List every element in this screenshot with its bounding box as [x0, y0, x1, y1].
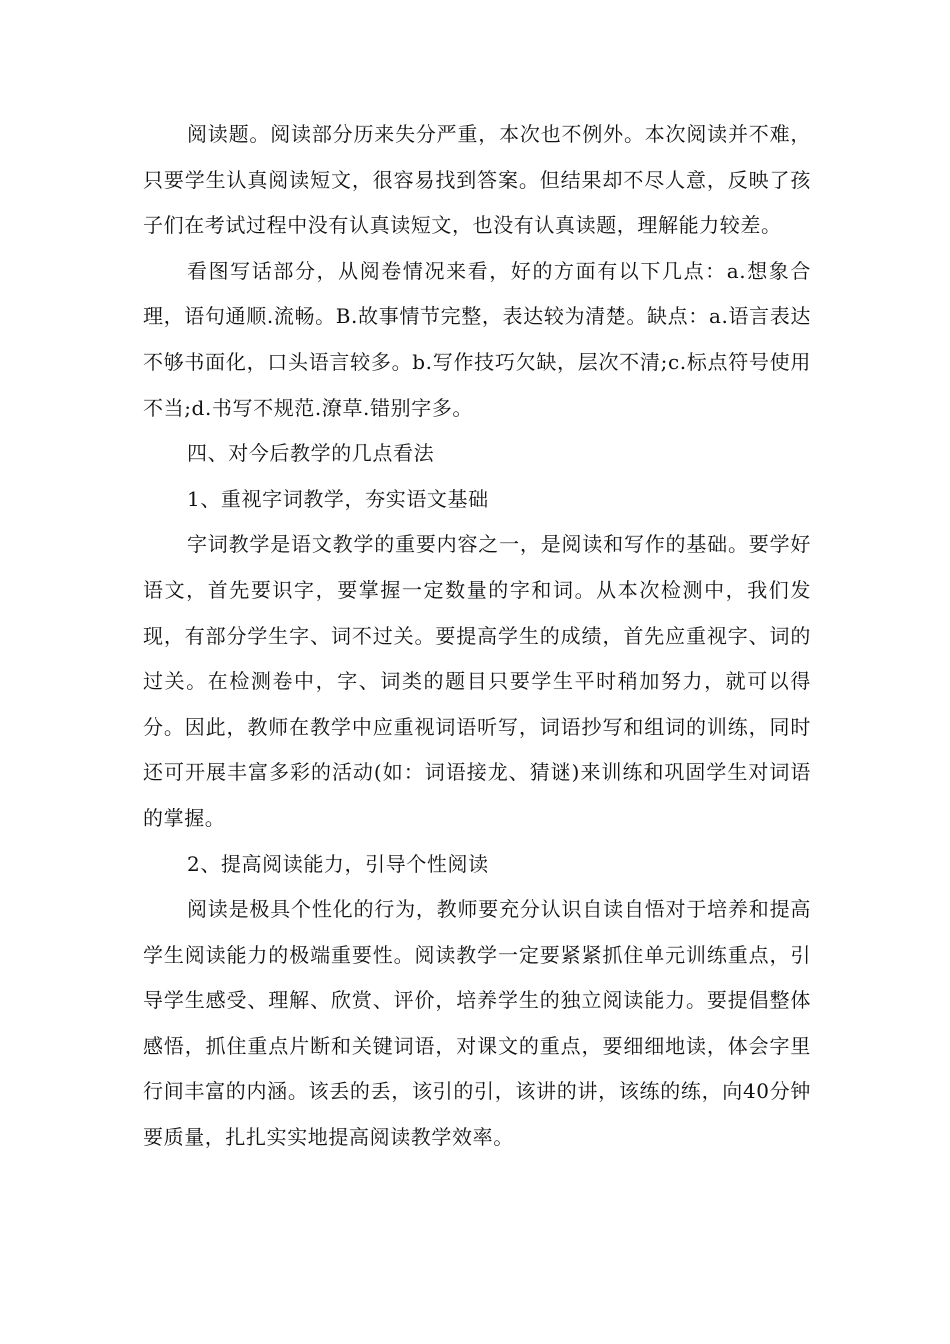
paragraph-reading-analysis: 阅读题。阅读部分历来失分严重，本次也不例外。本次阅读并不难，只要学生认真阅读短文，很容易找到答案。但结果却不尽人意，反映了孩子们在考试过程中没有认真读短文，也没有认真读题，理解能力较差。	[143, 122, 811, 238]
paragraph-vocabulary-teaching: 字词教学是语文教学的重要内容之一，是阅读和写作的基础。要学好语文，首先要识字，要掌握一定数量的字和词。从本次检测中，我们发现，有部分学生字、词不过关。要提高学生的成绩，首先应重视字、词的过关。在检测卷中，字、词类的题目只要学生平时稍加努力，就可以得分。因此，教师在教学中应重视词语听写，词语抄写和组词的训练，同时还可开展丰富多彩的活动(如：词语接龙、猜谜)来训练和巩固学生对词语的掌握。	[143, 532, 811, 830]
document-body	[143, 112, 811, 1161]
section-heading-teaching-views: 四、对今后教学的几点看法	[187, 441, 435, 466]
subheading-reading-ability: 2、提高阅读能力，引导个性阅读	[187, 851, 489, 876]
paragraph-reading-ability: 阅读是极具个性化的行为，教师要充分认识自读自悟对于培养和提高学生阅读能力的极端重要性。阅读教学一定要紧紧抓住单元训练重点，引导学生感受、理解、欣赏、评价，培养学生的独立阅读能力。要提倡整体感悟，抓住重点片断和关键词语，对课文的重点，要细细地读，体会字里行间丰富的内涵。该丢的丢，该引的引，该讲的讲，该练的练，向40分钟要质量，扎扎实实地提高阅读教学效率。	[143, 897, 811, 1150]
subheading-vocabulary-teaching: 1、重视字词教学，夯实语文基础	[187, 486, 489, 511]
paragraph-picture-writing-analysis: 看图写话部分，从阅卷情况来看，好的方面有以下几点：a.想象合理，语句通顺.流畅。B.故事情节完整，表达较为清楚。缺点：a.语言表达不够书面化，口头语言较多。b.写作技巧欠缺，层次不清;c.标点符号使用不当;d.书写不规范.潦草.错别字多。	[143, 258, 811, 420]
